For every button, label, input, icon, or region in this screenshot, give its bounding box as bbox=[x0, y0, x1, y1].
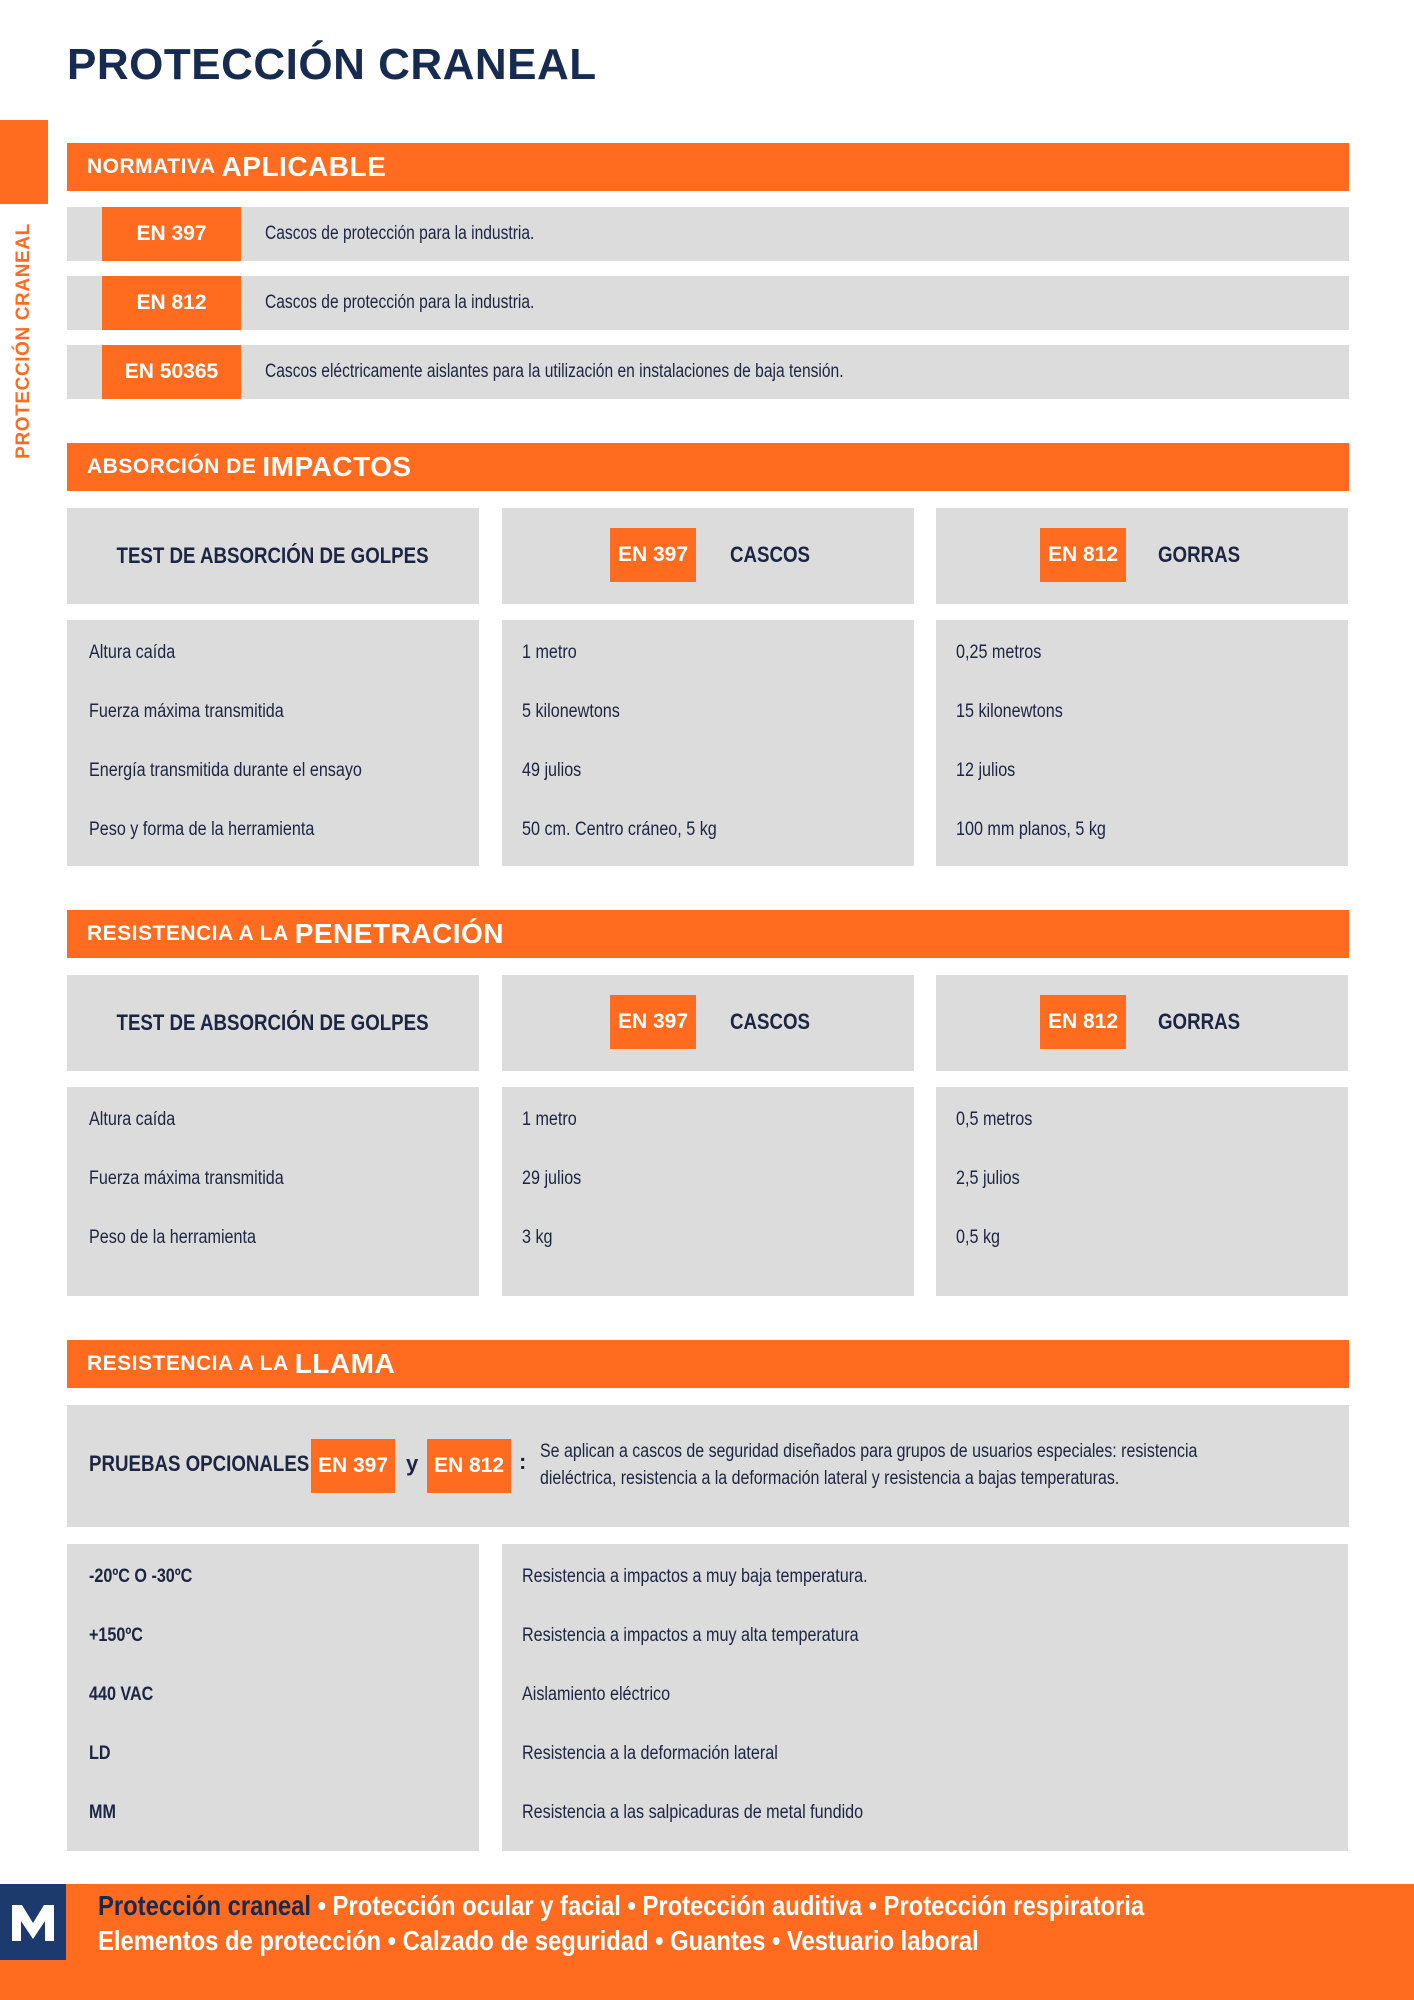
footer-current-category: Protección craneal bbox=[98, 1890, 311, 1921]
standard-description: Cascos de protección para la industria. bbox=[265, 292, 535, 313]
cascos-value: 29 julios bbox=[522, 1168, 582, 1189]
conjunction-text: y bbox=[406, 1451, 419, 1476]
gorras-value: 15 kilonewtons bbox=[956, 701, 1063, 722]
standard-code: EN 812 bbox=[102, 276, 241, 330]
standard-badge: EN 812 bbox=[427, 1439, 511, 1493]
page-title: PROTECCIÓN CRANEAL bbox=[67, 40, 597, 89]
section-header-impactos: ABSORCIÓN DE IMPACTOS bbox=[67, 443, 1349, 491]
gorras-value: 0,25 metros bbox=[956, 642, 1042, 663]
test-label: Energía transmitida durante el ensayo bbox=[89, 760, 362, 781]
test-label: Peso de la herramienta bbox=[89, 1227, 256, 1248]
test-label: Fuerza máxima transmitida bbox=[89, 1168, 284, 1189]
side-section-label: PROTECCIÓN CRANEAL bbox=[13, 223, 35, 459]
test-label: Fuerza máxima transmitida bbox=[89, 701, 284, 722]
llama-description: Resistencia a las salpicaduras de metal fundido bbox=[522, 1802, 864, 1823]
pruebas-opcionales-panel bbox=[67, 1405, 1349, 1527]
llama-codes-panel bbox=[67, 1544, 479, 1851]
test-label: Peso y forma de la herramienta bbox=[89, 819, 315, 840]
side-tab-marker bbox=[0, 120, 48, 204]
logo-m-icon bbox=[8, 1899, 58, 1945]
standard-badge: EN 397 bbox=[610, 995, 696, 1049]
penetracion-header-gorras: EN 812 GORRAS bbox=[936, 975, 1348, 1071]
llama-description: Resistencia a la deformación lateral bbox=[522, 1743, 778, 1764]
impactos-header-gorras: EN 812 GORRAS bbox=[936, 508, 1348, 604]
llama-description: Aislamiento eléctrico bbox=[522, 1684, 671, 1705]
llama-descriptions-panel bbox=[502, 1544, 1348, 1851]
gorras-value: 0,5 kg bbox=[956, 1227, 1001, 1248]
pruebas-description-line1: Se aplican a cascos de seguridad diseñados para grupos de usuarios especiales: resistencia bbox=[540, 1441, 1198, 1462]
llama-code: LD bbox=[89, 1743, 111, 1764]
gorras-value: 2,5 julios bbox=[956, 1168, 1020, 1189]
penetracion-cascos-panel bbox=[502, 1087, 914, 1296]
cascos-value: 3 kg bbox=[522, 1227, 553, 1248]
standard-badge: EN 812 bbox=[1040, 528, 1126, 582]
penetracion-gorras-panel bbox=[936, 1087, 1348, 1296]
cascos-value: 49 julios bbox=[522, 760, 582, 781]
cascos-value: 5 kilonewtons bbox=[522, 701, 620, 722]
standard-badge: EN 397 bbox=[311, 1439, 395, 1493]
llama-description: Resistencia a impactos a muy alta temperatura bbox=[522, 1625, 859, 1646]
brand-logo bbox=[0, 1884, 66, 1960]
standard-row-en50365 bbox=[67, 345, 1349, 399]
section-header-normativa: NORMATIVA APLICABLE bbox=[67, 143, 1349, 191]
cascos-value: 1 metro bbox=[522, 1109, 577, 1130]
penetracion-header-cascos: EN 397 CASCOS bbox=[502, 975, 914, 1071]
penetracion-header-test: TEST DE ABSORCIÓN DE GOLPES bbox=[67, 975, 479, 1071]
penetracion-labels-panel bbox=[67, 1087, 479, 1296]
llama-code: -20ºC O -30ºC bbox=[89, 1566, 193, 1587]
llama-description: Resistencia a impactos a muy baja temperatura. bbox=[522, 1566, 868, 1587]
standard-description: Cascos de protección para la industria. bbox=[265, 223, 535, 244]
llama-code: +150ºC bbox=[89, 1625, 143, 1646]
standard-row-en397 bbox=[67, 207, 1349, 261]
section-header-penetracion: RESISTENCIA A LA PENETRACIÓN bbox=[67, 910, 1349, 958]
cascos-value: 50 cm. Centro cráneo, 5 kg bbox=[522, 819, 717, 840]
standard-code: EN 397 bbox=[102, 207, 241, 261]
standard-code: EN 50365 bbox=[102, 345, 241, 399]
impactos-labels-panel bbox=[67, 620, 479, 866]
impactos-header-cascos: EN 397 CASCOS bbox=[502, 508, 914, 604]
impactos-cascos-panel bbox=[502, 620, 914, 866]
llama-code: MM bbox=[89, 1802, 116, 1823]
gorras-value: 0,5 metros bbox=[956, 1109, 1033, 1130]
pruebas-label: PRUEBAS OPCIONALES bbox=[89, 1451, 310, 1476]
llama-code: 440 VAC bbox=[89, 1684, 154, 1705]
standard-badge: EN 812 bbox=[1040, 995, 1126, 1049]
standard-badge: EN 397 bbox=[610, 528, 696, 582]
gorras-value: 100 mm planos, 5 kg bbox=[956, 819, 1106, 840]
impactos-header-test: TEST DE ABSORCIÓN DE GOLPES bbox=[67, 508, 479, 604]
test-label: Altura caída bbox=[89, 642, 176, 663]
standard-description: Cascos eléctricamente aislantes para la utilización en instalaciones de baja tensión. bbox=[265, 361, 844, 382]
cascos-value: 1 metro bbox=[522, 642, 577, 663]
gorras-value: 12 julios bbox=[956, 760, 1016, 781]
footer-categories-line1: • Protección ocular y facial • Protección auditiva • Protección respiratoria bbox=[310, 1890, 1145, 1921]
colon-text: : bbox=[519, 1449, 527, 1474]
pruebas-description-line2: dieléctrica, resistencia a la deformación lateral y resistencia a bajas temperaturas. bbox=[540, 1468, 1120, 1489]
impactos-gorras-panel bbox=[936, 620, 1348, 866]
standard-row-en812 bbox=[67, 276, 1349, 330]
footer-categories-line2: Elementos de protección • Calzado de seguridad • Guantes • Vestuario laboral bbox=[98, 1925, 979, 1956]
section-header-llama: RESISTENCIA A LA LLAMA bbox=[67, 1340, 1349, 1388]
test-label: Altura caída bbox=[89, 1109, 176, 1130]
